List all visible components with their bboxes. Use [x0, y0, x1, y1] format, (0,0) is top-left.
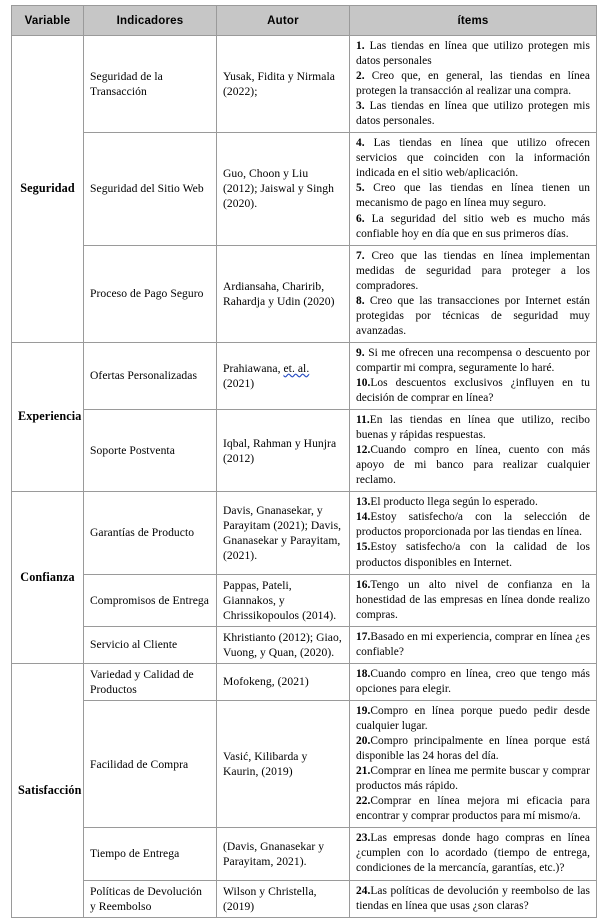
- cell-autor: Davis, Gnanasekar, y Parayitam (2021); Davis, Gnanasekar y Parayitam, (2021).: [217, 492, 350, 574]
- cell-items: [350, 36, 597, 133]
- item-text: Creo que las tiendas en línea implementan medidas de seguridad para proteger a los compradores.: [356, 249, 590, 292]
- item-entry: [356, 884, 590, 914]
- table-header-row: [12, 6, 597, 36]
- cell-indicador: Proceso de Pago Seguro: [84, 245, 217, 342]
- column-header-items: ítems: [350, 6, 597, 36]
- item-text: Comprar en línea mejora mi eficacia para encontrar y comprar productos para mí mismo/a.: [356, 795, 590, 823]
- item-number: 9.: [356, 346, 365, 359]
- table-row: [12, 700, 597, 827]
- item-number: 11.: [356, 414, 370, 427]
- item-entry: [356, 443, 590, 488]
- cell-indicador: Compromisos de Entrega: [84, 574, 217, 626]
- item-text: Las políticas de devolución y reembolso de las tiendas en línea que usas ¿son claras?: [356, 884, 590, 912]
- cell-items: [350, 626, 597, 663]
- item-entry: [356, 734, 590, 764]
- cell-autor: Khristianto (2012); Giao, Vuong, y Quan, (2020).: [217, 626, 350, 663]
- cell-autor: Iqbal, Rahman y Hunjra (2012): [217, 410, 350, 492]
- item-text: Creo que las tiendas en línea tienen un mecanismo de pago en línea muy seguro.: [356, 182, 590, 210]
- item-entry: [356, 39, 590, 69]
- item-text: Tengo un alto nivel de confianza en la honestidad de las empresas en línea donde realizo compras.: [356, 578, 590, 621]
- item-text: Estoy satisfecho/a con la calidad de los productos disponibles en Internet.: [356, 541, 590, 569]
- column-header-autor: Autor: [217, 6, 350, 36]
- cell-variable: Satisfacción: [12, 663, 84, 917]
- item-text: Cuando compro en línea, cuento con más apoyo de mi banco para realizar cualquier reclamo.: [356, 444, 590, 487]
- item-number: 24.: [356, 884, 371, 897]
- item-number: 8.: [356, 294, 365, 307]
- item-number: 22.: [356, 795, 371, 808]
- item-entry: [356, 578, 590, 623]
- item-number: 21.: [356, 765, 371, 778]
- cell-items: [350, 133, 597, 245]
- item-text: Basado en mi experiencia, comprar en línea ¿es confiable?: [356, 630, 590, 658]
- item-number: 20.: [356, 735, 371, 748]
- cell-indicador: Variedad y Calidad de Productos: [84, 663, 217, 700]
- item-entry: [356, 212, 590, 242]
- table-row: [12, 574, 597, 626]
- item-number: 10.: [356, 376, 371, 389]
- cell-autor: Vasić, Kilibarda y Kaurin, (2019): [217, 700, 350, 827]
- item-text: El producto llega según lo esperado.: [370, 496, 538, 509]
- item-text: Comprar en línea me permite buscar y comprar productos más rápido.: [356, 765, 590, 793]
- item-entry: [356, 630, 590, 660]
- item-number: 12.: [356, 444, 371, 457]
- table-row: [12, 410, 597, 492]
- item-number: 6.: [356, 212, 365, 225]
- item-number: 17.: [356, 630, 371, 643]
- cell-indicador: Garantías de Producto: [84, 492, 217, 574]
- cell-indicador: Seguridad de la Transacción: [84, 36, 217, 133]
- table-row: [12, 36, 597, 133]
- table-body: [12, 36, 597, 918]
- item-number: 14.: [356, 511, 371, 524]
- item-text: Cuando compro en línea, creo que tengo más opciones para elegir.: [356, 667, 590, 695]
- cell-autor: Yusak, Fidita y Nirmala (2022);: [217, 36, 350, 133]
- cell-indicador: Seguridad del Sitio Web: [84, 133, 217, 245]
- item-number: 4.: [356, 137, 365, 150]
- item-text: Las tiendas en línea que utilizo ofrecen servicios que coinciden con la información indicada en el sitio web/aplicación.: [356, 137, 590, 180]
- item-number: 2.: [356, 70, 365, 83]
- column-header-variable: Variable: [12, 6, 84, 36]
- cell-autor: Ardiansaha, Charirib, Rahardja y Udin (2020): [217, 245, 350, 342]
- cell-items: [350, 880, 597, 917]
- item-text: Estoy satisfecho/a con la selección de productos proporcionada por las tiendas en línea.: [356, 511, 590, 539]
- item-number: 19.: [356, 704, 371, 717]
- cell-variable: Seguridad: [12, 36, 84, 343]
- item-number: 23.: [356, 832, 371, 845]
- cell-autor: Prahiawana, et. al. (2021): [217, 342, 350, 409]
- item-entry: [356, 249, 590, 294]
- item-entry: [356, 294, 590, 339]
- table-row: [12, 133, 597, 245]
- item-number: 1.: [356, 40, 365, 52]
- cell-indicador: Facilidad de Compra: [84, 700, 217, 827]
- cell-variable: Experiencia: [12, 342, 84, 491]
- item-entry: [356, 704, 590, 734]
- operationalization-matrix-table: [11, 5, 597, 918]
- table-row: [12, 492, 597, 574]
- item-entry: [356, 69, 590, 99]
- item-number: 5.: [356, 182, 365, 195]
- table-header: [12, 6, 597, 36]
- item-text: Los descuentos exclusivos ¿influyen en tu decisión de comprar en línea?: [356, 376, 590, 405]
- item-entry: [356, 667, 590, 697]
- item-text: Las tiendas en línea que utilizo protegen mis datos personales.: [356, 100, 590, 128]
- cell-indicador: Tiempo de Entrega: [84, 828, 217, 880]
- cell-items: [350, 828, 597, 880]
- cell-indicador: Soporte Postventa: [84, 410, 217, 492]
- item-number: 15.: [356, 541, 371, 554]
- cell-variable: Confianza: [12, 492, 84, 664]
- item-entry: [356, 376, 590, 406]
- cell-items: [350, 410, 597, 492]
- item-text: Compro en línea porque puedo pedir desde cualquier lugar.: [356, 704, 590, 733]
- item-entry: [356, 510, 590, 540]
- table-row: [12, 626, 597, 663]
- cell-indicador: Servicio al Cliente: [84, 626, 217, 663]
- item-entry: [356, 99, 590, 129]
- cell-indicador: Políticas de Devolución y Reembolso: [84, 880, 217, 917]
- table-row: [12, 663, 597, 700]
- item-number: 7.: [356, 249, 365, 262]
- item-text: Las empresas donde hago compras en línea ¿cumplen con lo acordado (tiempo de entrega, condiciones de la mercancía, garantías, etc.)?: [356, 832, 590, 875]
- item-entry: [356, 831, 590, 876]
- cell-autor: Mofokeng, (2021): [217, 663, 350, 700]
- item-text: La seguridad del sitio web es mucho más confiable hoy en día que en sus primeros días.: [356, 212, 590, 240]
- item-entry: [356, 136, 590, 181]
- item-entry: [356, 794, 590, 824]
- cell-items: [350, 574, 597, 626]
- item-number: 16.: [356, 578, 371, 591]
- item-entry: [356, 346, 590, 376]
- item-entry: [356, 495, 590, 510]
- cell-autor: Guo, Choon y Liu (2012); Jaiswal y Singh (2020).: [217, 133, 350, 245]
- cell-items: [350, 663, 597, 700]
- spellcheck-underline: et. al.: [283, 361, 310, 375]
- item-number: 18.: [356, 667, 371, 680]
- cell-items: [350, 492, 597, 574]
- table-row: [12, 245, 597, 342]
- table-row: [12, 828, 597, 880]
- item-entry: [356, 413, 590, 443]
- cell-items: [350, 245, 597, 342]
- column-header-indicadores: Indicadores: [84, 6, 217, 36]
- cell-autor: Wilson y Christella, (2019): [217, 880, 350, 917]
- item-text: En las tiendas en línea que utilizo, recibo buenas y rápidas respuestas.: [356, 414, 590, 442]
- item-text: Si me ofrecen una recompensa o descuento por compartir mi compra, seguramente lo haré.: [356, 346, 590, 374]
- item-number: 13.: [356, 496, 371, 509]
- cell-autor: Pappas, Pateli, Giannakos, y Chrissikopoulos (2014).: [217, 574, 350, 626]
- item-number: 3.: [356, 100, 365, 113]
- item-entry: [356, 540, 590, 570]
- table-row: [12, 880, 597, 917]
- item-text: Creo que, en general, las tiendas en línea protegen la transacción al realizar una compra.: [356, 70, 590, 98]
- cell-indicador: Ofertas Personalizadas: [84, 342, 217, 409]
- cell-items: [350, 342, 597, 409]
- item-entry: [356, 181, 590, 211]
- table-row: [12, 342, 597, 409]
- item-entry: [356, 764, 590, 794]
- item-text: Compro principalmente en línea porque está disponible las 24 horas del día.: [356, 735, 590, 763]
- cell-items: [350, 700, 597, 827]
- item-text: Las tiendas en línea que utilizo protegen mis datos personales: [356, 40, 590, 68]
- item-text: Creo que las transacciones por Internet están protegidas por técnicas de seguridad muy avanzadas.: [356, 294, 590, 337]
- cell-autor: (Davis, Gnanasekar y Parayitam, 2021).: [217, 828, 350, 880]
